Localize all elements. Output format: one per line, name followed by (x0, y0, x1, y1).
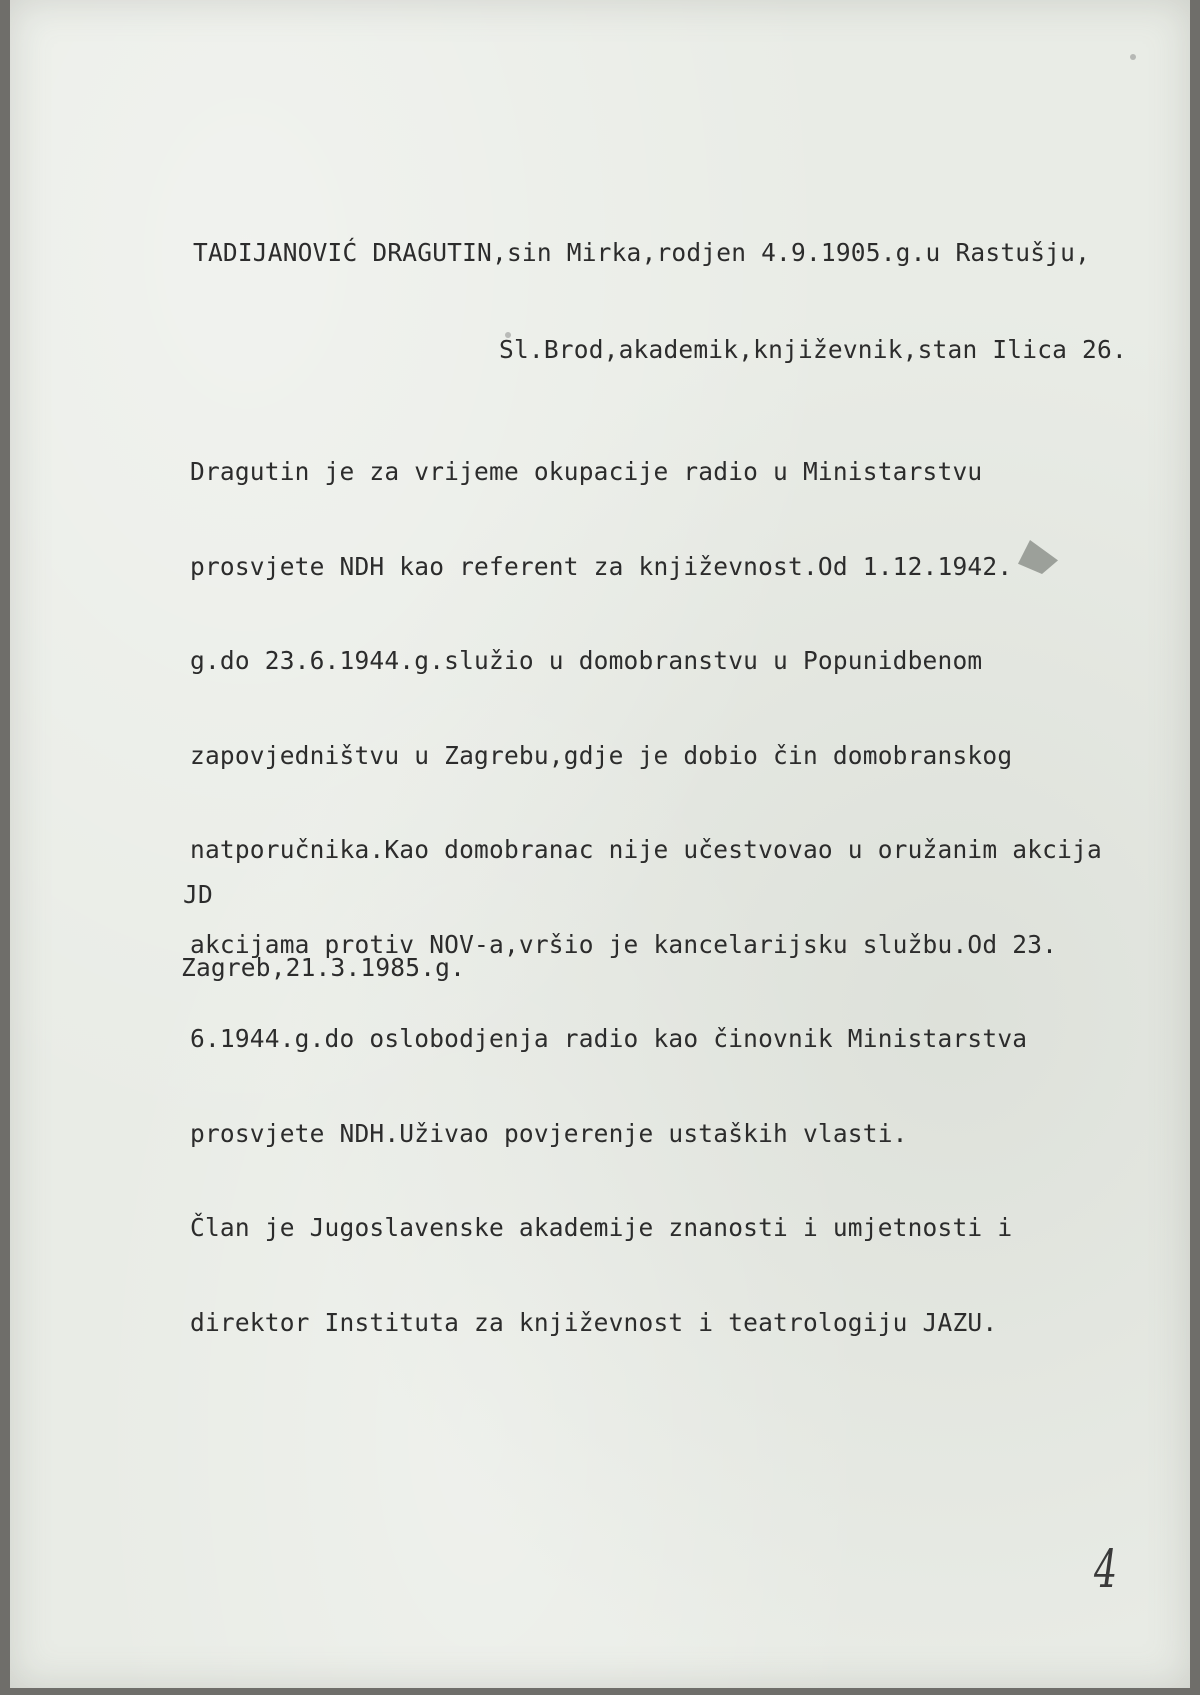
author-initials: JD (183, 880, 213, 909)
body-line: direktor Instituta za književnost i teatrologiju JAZU. (190, 1307, 998, 1337)
body-line: Dragutin je za vrijeme okupacije radio u Ministarstvu (190, 457, 983, 486)
report-body (190, 396, 1102, 1399)
header-line-1: TADIJANOVIĆ DRAGUTIN,sin Mirka,rodjen 4.9.1905.g.u Rastušju, (193, 238, 1091, 267)
body-line: g.do 23.6.1944.g.služio u domobranstvu u Popunidbenom (190, 646, 983, 675)
body-line: zapovjedništvu u Zagrebu,gdje je dobio čin domobranskog (190, 740, 1013, 770)
body-line: prosvjete NDH.Uživao povjerenje ustaških vlasti. (190, 1118, 908, 1148)
paper-speck (1130, 54, 1136, 60)
subject-header (193, 176, 1127, 426)
body-line: 6.1944.g.do oslobodjenja radio kao činovnik Ministarstva (190, 1024, 1028, 1053)
handwritten-page-number: 4 (1094, 1540, 1118, 1600)
body-line: natporučnika.Kao domobranac nije učestvovao u oružanim akcija (190, 835, 1102, 864)
body-line: Član je Jugoslavenske akademije znanosti i umjetnosti i (190, 1213, 1013, 1242)
place-and-date: Zagreb,21.3.1985.g. (181, 953, 466, 982)
body-line: prosvjete NDH kao referent za književnost.Od 1.12.1942. (190, 551, 1013, 581)
document-sheet (10, 0, 1190, 1688)
header-line-2: Sl.Brod,akademik,književnik,stan Ilica 26. (499, 335, 1127, 364)
paper-speck (505, 332, 511, 338)
body-line: akcijama protiv NOV-a,vršio je kancelarijsku službu.Od 23. (190, 929, 1058, 959)
